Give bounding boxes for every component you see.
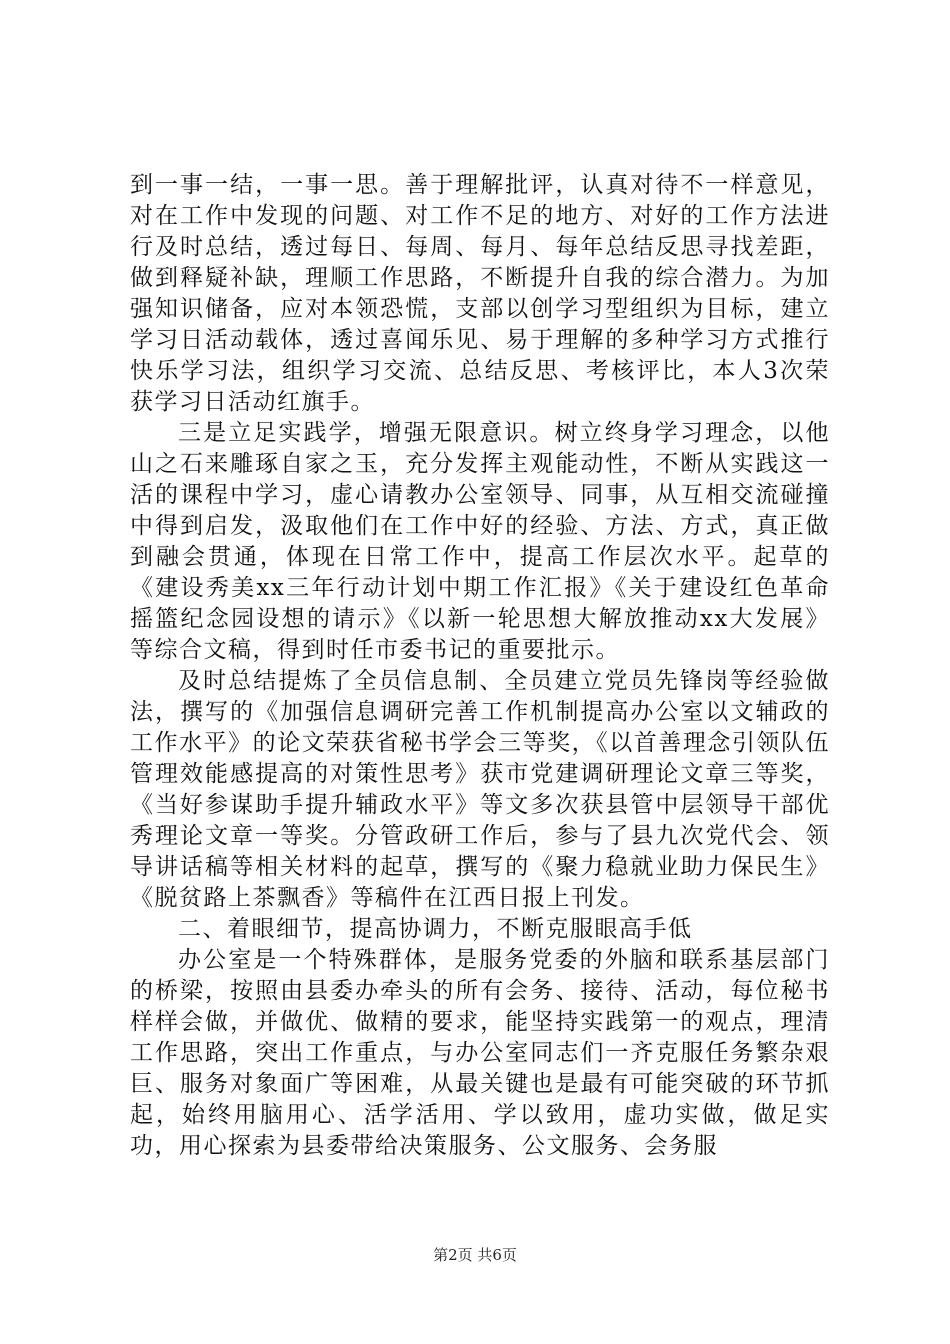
paragraph-4: 办公室是一个特殊群体，是服务党委的外脑和联系基层部门的桥梁，按照由县委办牵头的所有会务、接待、活动，每位秘书样样会做，并做优、做精的要求，能坚持实践第一的观点，理清工作思路，突出工作重点，与办公室同志们一齐克服任务繁杂艰巨、服务对象面广等困难，从最关键也是最有可能突破的环节抓起，始终用脑用心、活学活用、学以致用，虚功实做，做足实功，用心探索为县委带给决策服务、公文服务、会务服 [130,947,830,1159]
paragraph-1: 到一事一结，一事一思。善于理解批评，认真对待不一样意见，对在工作中发现的问题、对工作不足的地方、对好的工作方法进行及时总结，透过每日、每周、每月、每年总结反思寻找差距，做到释疑补缺，理顺工作思路，不断提升自我的综合潜力。为加强知识储备，应对本领恐慌，支部以创学习型组织为目标，建立学习日活动载体，透过喜闻乐见、易于理解的多种学习方式推行快乐学习法，组织学习交流、总结反思、考核评比，本人3次荣获学习日活动红旗手。 [130,172,830,415]
document-body [130,170,830,1162]
paragraph-3: 及时总结提炼了全员信息制、全员建立党员先锋岗等经验做法，撰写的《加强信息调研完善工作机制提高办公室以文辅政的工作水平》的论文荣获省秘书学会三等奖，《以首善理念引领队伍管理效能感提高的对策性思考》获市党建调研理论文章三等奖，《当好参谋助手提升辅政水平》等文多次获县管中层领导干部优秀理论文章一等奖。分管政研工作后，参与了县九次党代会、领导讲话稿等相关材料的起草，撰写的《聚力稳就业助力保民生》《脱贫路上茶飘香》等稿件在江西日报上刊发。 [130,668,830,911]
paragraph-2: 三是立足实践学，增强无限意识。树立终身学习理念，以他山之石来雕琢自家之玉，充分发挥主观能动性，不断从实践这一活的课程中学习，虚心请教办公室领导、同事，从互相交流碰撞中得到启发，汲取他们在工作中好的经验、方法、方式，真正做到融会贯通，体现在日常工作中，提高工作层次水平。起草的《建设秀美xx三年行动计划中期工作汇报》《关于建设红色革命摇篮纪念园设想的请示》《以新一轮思想大解放推动xx大发展》等综合文稿，得到时任市委书记的重要批示。 [130,420,830,663]
page-number-footer: 第2页 共6页 [433,1246,517,1264]
section-heading: 二、着眼细节，提高协调力，不断克服眼高手低 [178,916,693,942]
